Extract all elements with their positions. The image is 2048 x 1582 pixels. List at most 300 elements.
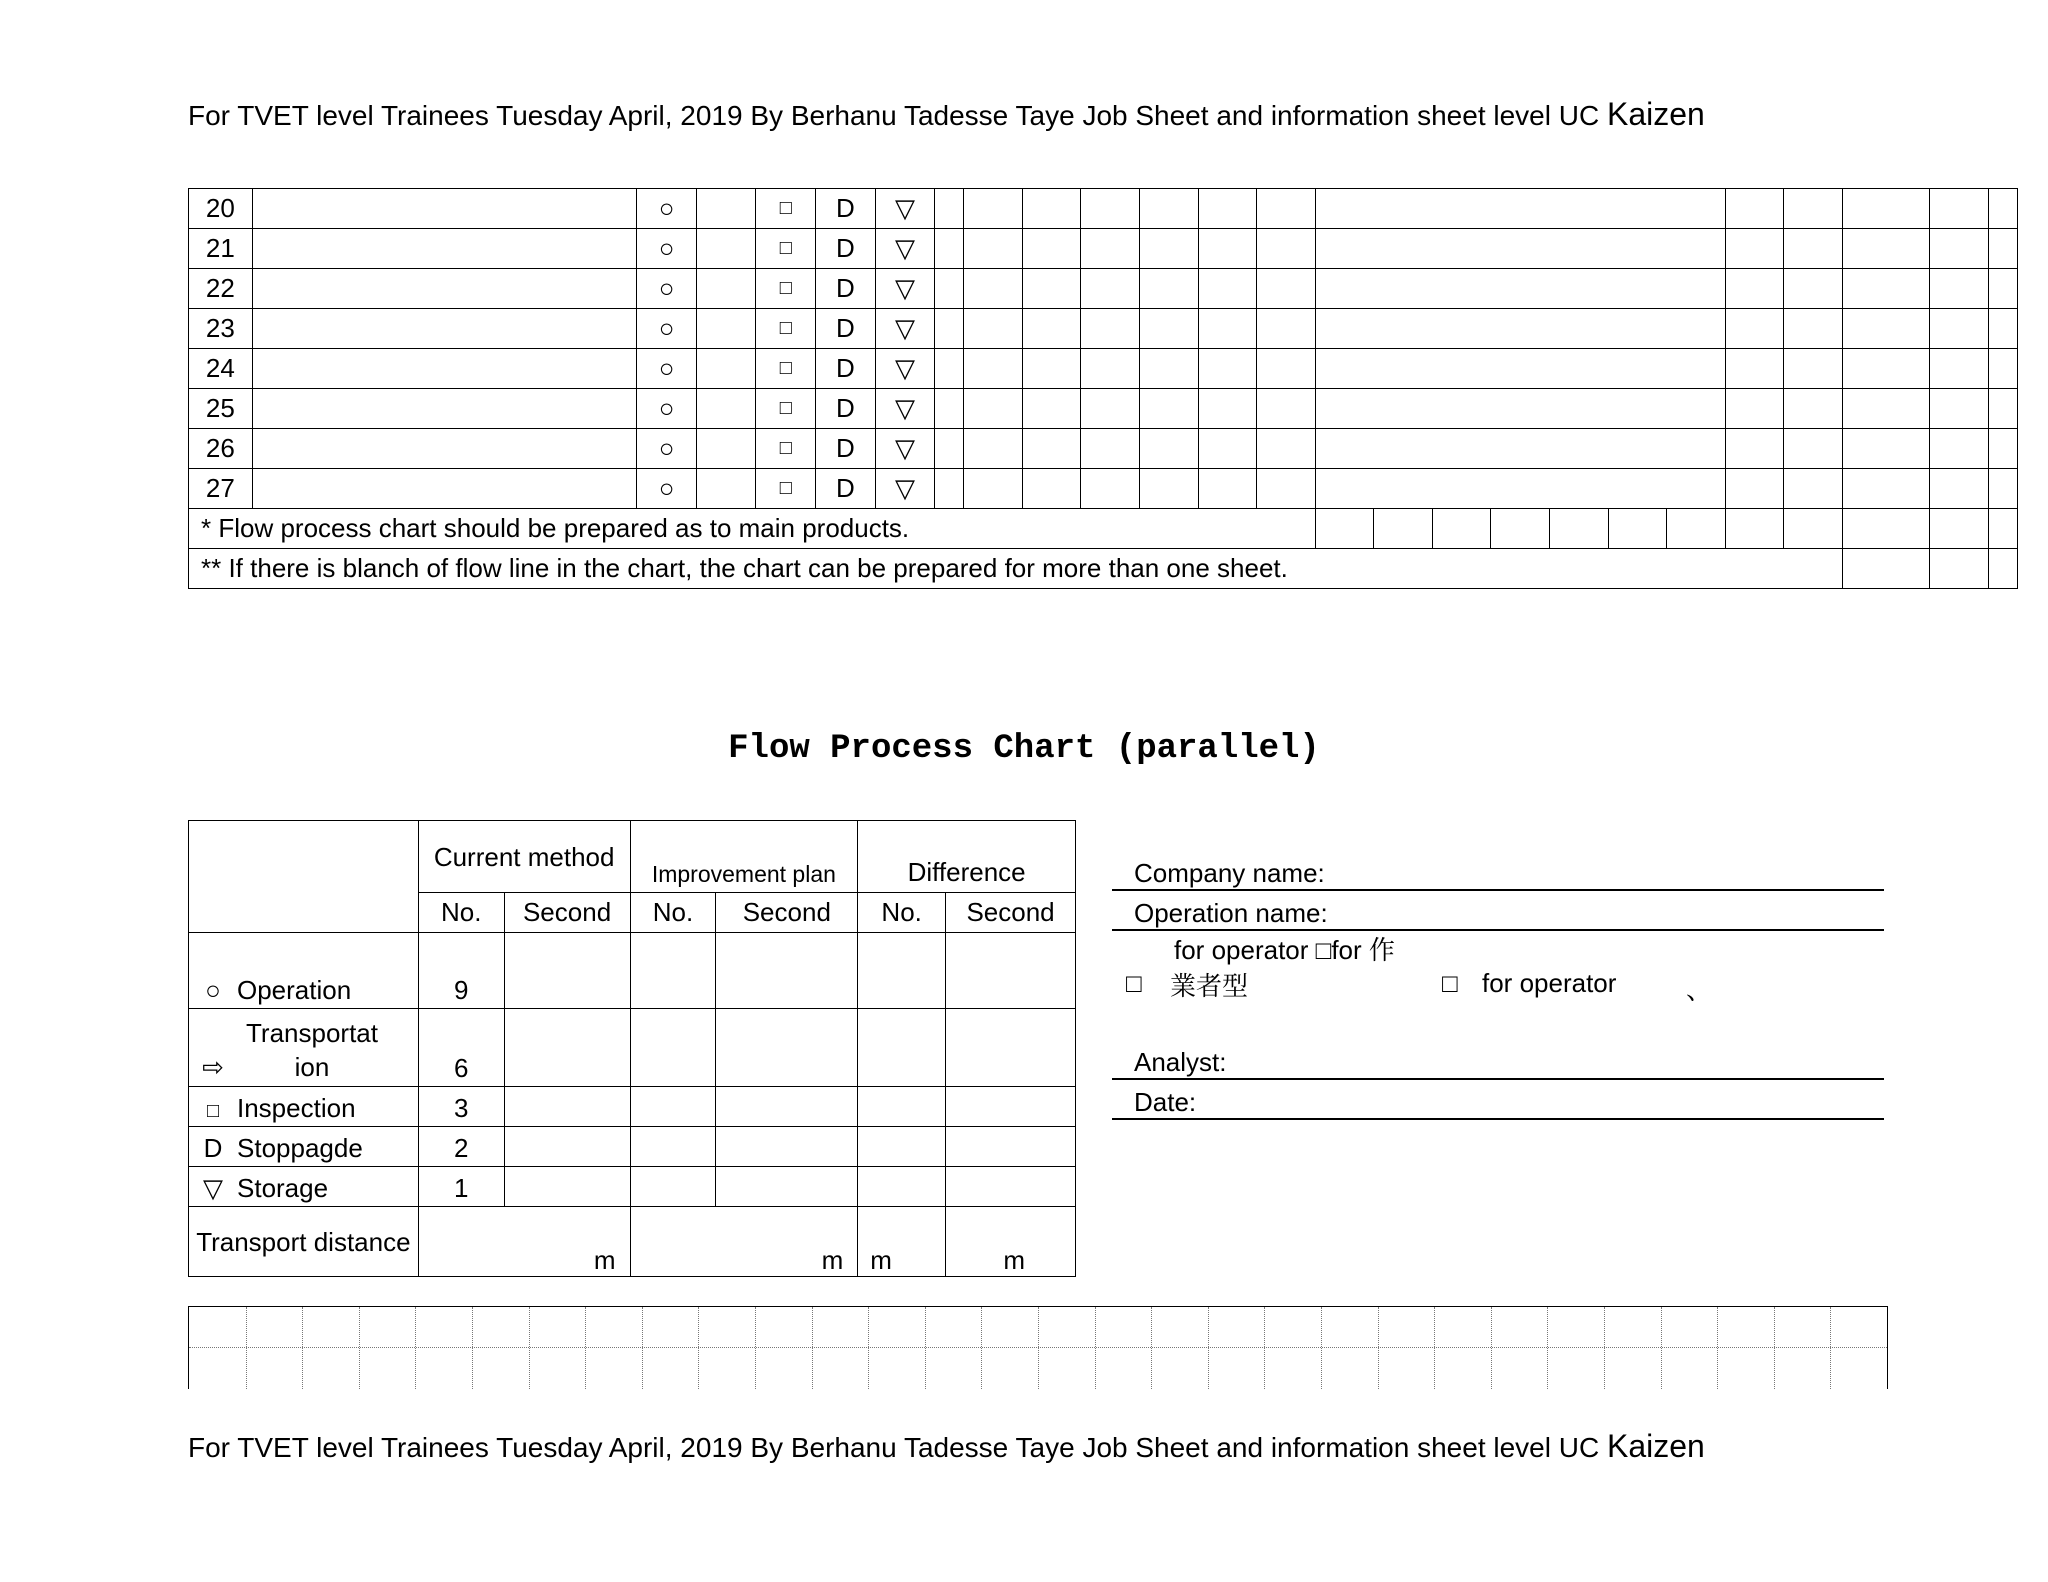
current-no: 6 xyxy=(418,1009,504,1087)
grid-line xyxy=(529,1307,530,1389)
grid-line xyxy=(1774,1307,1775,1389)
note1-cell xyxy=(1315,509,1374,549)
process-cell xyxy=(1989,469,2018,509)
delay-symbol: D xyxy=(816,309,876,349)
type-option-2: for operator xyxy=(1482,968,1617,998)
grid-line xyxy=(1095,1307,1096,1389)
company-name-label: Company name: xyxy=(1134,858,1325,888)
process-cell xyxy=(1725,429,1784,469)
grid-line xyxy=(302,1307,303,1389)
sub-second: Second xyxy=(946,893,1076,933)
analyst-field[interactable] xyxy=(1112,1044,1884,1080)
process-cell xyxy=(1843,389,1930,429)
footer-text: For TVET level Trainees Tuesday April, 2019 By Berhanu Tadesse Taye Job Sheet and information sheet level UC xyxy=(188,1432,1600,1463)
process-cell xyxy=(1784,309,1843,349)
type-line-2: 業者型 xyxy=(1170,971,1249,1001)
process-cell xyxy=(1725,269,1784,309)
process-cell xyxy=(935,389,964,429)
step-description xyxy=(252,269,637,309)
grid-line xyxy=(1151,1307,1152,1389)
process-cell xyxy=(1257,429,1316,469)
process-cell xyxy=(1989,389,2018,429)
storage-symbol: ▽ xyxy=(875,229,935,269)
step-description xyxy=(252,349,637,389)
row-number: 22 xyxy=(189,269,253,309)
process-cell xyxy=(1198,189,1257,229)
process-row xyxy=(189,229,2018,269)
tick-mark: 、 xyxy=(1686,975,1713,1005)
transport-symbol xyxy=(696,189,756,229)
page-footer xyxy=(188,1428,1705,1465)
grid-line xyxy=(1547,1307,1548,1389)
process-cell xyxy=(1989,349,2018,389)
analyst-label: Analyst: xyxy=(1134,1047,1227,1077)
summary-cell xyxy=(858,1167,946,1207)
operation-name-field[interactable] xyxy=(1112,895,1884,931)
summary-cell xyxy=(946,1087,1076,1127)
process-cell xyxy=(935,349,964,389)
row-number: 23 xyxy=(189,309,253,349)
process-cell xyxy=(1930,269,1989,309)
process-cell xyxy=(1725,189,1784,229)
process-cell xyxy=(1315,229,1725,269)
timeline-grid xyxy=(188,1306,1888,1389)
header-text: For TVET level Trainees Tuesday April, 2019 By Berhanu Tadesse Taye Job Sheet and information sheet level UC xyxy=(188,100,1600,131)
summary-row xyxy=(189,1087,1076,1127)
step-description xyxy=(252,429,637,469)
grid-line xyxy=(189,1347,1887,1348)
delay-symbol: D xyxy=(816,469,876,509)
grid-line xyxy=(359,1307,360,1389)
process-cell xyxy=(1139,269,1198,309)
operation-symbol: ○ xyxy=(637,269,697,309)
process-cell xyxy=(1022,469,1081,509)
grid-line xyxy=(585,1307,586,1389)
sub-no: No. xyxy=(858,893,946,933)
process-cell xyxy=(1257,229,1316,269)
process-cell xyxy=(1198,429,1257,469)
grid-line xyxy=(1321,1307,1322,1389)
process-cell xyxy=(964,229,1023,269)
process-cell xyxy=(1139,189,1198,229)
note-row-1 xyxy=(189,509,2018,549)
distance-unit: m xyxy=(858,1207,946,1277)
row-number: 21 xyxy=(189,229,253,269)
grid-line xyxy=(1038,1307,1039,1389)
transport-symbol xyxy=(696,469,756,509)
grid-line xyxy=(415,1307,416,1389)
process-cell xyxy=(1784,429,1843,469)
grid-line xyxy=(472,1307,473,1389)
process-cell xyxy=(1930,309,1989,349)
current-no: 1 xyxy=(418,1167,504,1207)
process-cell xyxy=(1989,229,2018,269)
grid-line xyxy=(698,1307,699,1389)
sub-second: Second xyxy=(716,893,858,933)
process-cell xyxy=(1784,469,1843,509)
sub-second: Second xyxy=(504,893,630,933)
process-cell xyxy=(935,309,964,349)
process-cell xyxy=(1989,269,2018,309)
date-label: Date: xyxy=(1134,1087,1197,1117)
inspection-symbol: □ xyxy=(756,469,816,509)
process-cell xyxy=(1081,389,1140,429)
process-cell xyxy=(1843,189,1930,229)
grid-line xyxy=(1491,1307,1492,1389)
summary-cell xyxy=(946,1009,1076,1087)
process-row xyxy=(189,349,2018,389)
process-cell xyxy=(1081,229,1140,269)
note1-cell xyxy=(1930,509,1989,549)
grid-line xyxy=(755,1307,756,1389)
note1-cell xyxy=(1725,509,1784,549)
summary-cell xyxy=(716,1167,858,1207)
process-cell xyxy=(1989,309,2018,349)
process-cell xyxy=(1315,189,1725,229)
process-cell xyxy=(964,269,1023,309)
process-cell xyxy=(1257,389,1316,429)
summary-row xyxy=(189,1009,1076,1087)
transport-symbol xyxy=(696,429,756,469)
step-description xyxy=(252,309,637,349)
delay-symbol: D xyxy=(816,229,876,269)
operation-symbol: ○ xyxy=(637,309,697,349)
summary-row xyxy=(189,1127,1076,1167)
process-cell xyxy=(1784,269,1843,309)
summary-cell xyxy=(504,1127,630,1167)
process-cell xyxy=(1198,469,1257,509)
note1-cell xyxy=(1784,509,1843,549)
note1-cell xyxy=(1989,509,2018,549)
delay-symbol: D xyxy=(816,429,876,469)
storage-symbol: ▽ xyxy=(875,389,935,429)
operation-symbol: ○ xyxy=(637,469,697,509)
distance-row xyxy=(189,1207,1076,1277)
process-cell xyxy=(935,229,964,269)
summary-label: Inspection xyxy=(237,1093,356,1123)
transport-symbol xyxy=(696,309,756,349)
process-table xyxy=(188,188,2018,589)
summary-cell xyxy=(716,1009,858,1087)
summary-cell xyxy=(946,933,1076,1009)
process-cell xyxy=(935,429,964,469)
process-cell xyxy=(964,429,1023,469)
page-header xyxy=(188,96,1705,133)
process-cell xyxy=(1198,309,1257,349)
process-cell xyxy=(1139,469,1198,509)
grid-line xyxy=(1604,1307,1605,1389)
col-difference: Difference xyxy=(858,821,1076,893)
summary-symbol: ○ xyxy=(205,975,221,1005)
process-cell xyxy=(964,469,1023,509)
summary-cell xyxy=(504,1167,630,1207)
summary-row-label xyxy=(189,1087,419,1127)
note-row-2 xyxy=(189,549,2018,589)
summary-cell xyxy=(858,933,946,1009)
process-cell xyxy=(1989,429,2018,469)
note1-cell xyxy=(1667,509,1726,549)
date-field[interactable] xyxy=(1112,1084,1884,1120)
process-cell xyxy=(1257,269,1316,309)
row-number: 27 xyxy=(189,469,253,509)
process-cell xyxy=(935,189,964,229)
grid-line xyxy=(812,1307,813,1389)
summary-symbol: D xyxy=(203,1133,223,1163)
summary-row xyxy=(189,933,1076,1009)
row-number: 25 xyxy=(189,389,253,429)
process-cell xyxy=(1930,469,1989,509)
summary-symbol: ▽ xyxy=(203,1173,223,1203)
process-cell xyxy=(1784,229,1843,269)
inspection-symbol: □ xyxy=(756,309,816,349)
type-checkbox-2[interactable]: □ xyxy=(1442,968,1458,998)
summary-cell xyxy=(630,933,716,1009)
summary-label: Operation xyxy=(237,975,352,1005)
process-cell xyxy=(1725,349,1784,389)
process-cell xyxy=(1257,189,1316,229)
current-no: 3 xyxy=(418,1087,504,1127)
process-cell xyxy=(1930,429,1989,469)
storage-symbol: ▽ xyxy=(875,429,935,469)
summary-label: Storage xyxy=(237,1173,329,1203)
process-cell xyxy=(1930,189,1989,229)
process-cell xyxy=(964,189,1023,229)
process-row xyxy=(189,389,2018,429)
process-cell xyxy=(1843,349,1930,389)
note1-cell xyxy=(1608,509,1667,549)
process-cell xyxy=(935,269,964,309)
note1-cell xyxy=(1550,509,1609,549)
summary-cell xyxy=(858,1009,946,1087)
process-cell xyxy=(1081,189,1140,229)
grid-line xyxy=(925,1307,926,1389)
transport-symbol xyxy=(696,229,756,269)
delay-symbol: D xyxy=(816,389,876,429)
process-cell xyxy=(1257,309,1316,349)
process-cell xyxy=(1725,309,1784,349)
grid-line xyxy=(1264,1307,1265,1389)
summary-cell xyxy=(504,1009,630,1087)
process-cell xyxy=(1022,349,1081,389)
delay-symbol: D xyxy=(816,189,876,229)
grid-line xyxy=(246,1307,247,1389)
grid-line xyxy=(1378,1307,1379,1389)
process-row xyxy=(189,429,2018,469)
storage-symbol: ▽ xyxy=(875,349,935,389)
chart-title: Flow Process Chart (parallel) xyxy=(728,730,1320,768)
process-cell xyxy=(1022,389,1081,429)
row-number: 24 xyxy=(189,349,253,389)
distance-unit: m xyxy=(946,1207,1076,1277)
process-cell xyxy=(1257,469,1316,509)
storage-symbol: ▽ xyxy=(875,469,935,509)
summary-row-label xyxy=(189,1167,419,1207)
summary-cell xyxy=(716,933,858,1009)
transport-symbol xyxy=(696,389,756,429)
col-current: Current method xyxy=(418,821,630,893)
process-cell xyxy=(964,389,1023,429)
operation-symbol: ○ xyxy=(637,389,697,429)
process-cell xyxy=(1139,229,1198,269)
sub-no: No. xyxy=(418,893,504,933)
summary-cell xyxy=(630,1087,716,1127)
step-description xyxy=(252,469,637,509)
process-cell xyxy=(1725,229,1784,269)
process-cell xyxy=(1315,469,1725,509)
note-2: ** If there is blanch of flow line in the chart, the chart can be prepared for more than one sheet. xyxy=(189,549,1843,589)
summary-symbol: ⇨ xyxy=(202,1052,224,1082)
process-cell xyxy=(1022,269,1081,309)
inspection-symbol: □ xyxy=(756,429,816,469)
row-number: 26 xyxy=(189,429,253,469)
grid-line xyxy=(1208,1307,1209,1389)
summary-row-label xyxy=(189,1127,419,1167)
process-row xyxy=(189,189,2018,229)
process-cell xyxy=(1022,229,1081,269)
process-cell xyxy=(935,469,964,509)
process-cell xyxy=(1843,429,1930,469)
process-cell xyxy=(1022,309,1081,349)
grid-line xyxy=(642,1307,643,1389)
note1-cell xyxy=(1843,509,1930,549)
process-cell xyxy=(1930,229,1989,269)
summary-cell xyxy=(946,1127,1076,1167)
process-cell xyxy=(1022,429,1081,469)
process-cell xyxy=(1725,469,1784,509)
current-no: 9 xyxy=(418,933,504,1009)
operation-symbol: ○ xyxy=(637,429,697,469)
delay-symbol: D xyxy=(816,269,876,309)
summary-cell xyxy=(946,1167,1076,1207)
operation-symbol: ○ xyxy=(637,349,697,389)
process-cell xyxy=(1843,309,1930,349)
transport-symbol xyxy=(696,349,756,389)
summary-cell xyxy=(630,1167,716,1207)
inspection-symbol: □ xyxy=(756,349,816,389)
grid-line xyxy=(1661,1307,1662,1389)
process-row xyxy=(189,269,2018,309)
summary-cell xyxy=(716,1087,858,1127)
process-cell xyxy=(1315,429,1725,469)
summary-cell xyxy=(858,1127,946,1167)
step-description xyxy=(252,189,637,229)
grid-line xyxy=(1717,1307,1718,1389)
process-cell xyxy=(1843,469,1930,509)
grid-line xyxy=(1434,1307,1435,1389)
distance-unit: m xyxy=(418,1207,630,1277)
current-no: 2 xyxy=(418,1127,504,1167)
process-cell xyxy=(1198,269,1257,309)
distance-label: Transport distance xyxy=(189,1207,419,1277)
process-cell xyxy=(1989,189,2018,229)
process-cell xyxy=(1843,229,1930,269)
inspection-symbol: □ xyxy=(756,269,816,309)
summary-cell xyxy=(630,1127,716,1167)
process-cell xyxy=(1022,189,1081,229)
summary-cell xyxy=(504,1087,630,1127)
process-cell xyxy=(1843,269,1930,309)
summary-cell xyxy=(504,933,630,1009)
type-line-1: for operator □for 作 xyxy=(1174,935,1395,965)
process-cell xyxy=(1315,269,1725,309)
process-cell xyxy=(1725,389,1784,429)
company-name-field[interactable] xyxy=(1112,855,1884,891)
summary-row-label xyxy=(189,1009,419,1087)
grid-line xyxy=(981,1307,982,1389)
process-cell xyxy=(1784,189,1843,229)
process-cell xyxy=(1198,349,1257,389)
summary-symbol: □ xyxy=(206,1100,220,1122)
process-cell xyxy=(964,309,1023,349)
process-cell xyxy=(1315,349,1725,389)
process-cell xyxy=(1081,309,1140,349)
operation-symbol: ○ xyxy=(637,229,697,269)
grid-line xyxy=(868,1307,869,1389)
process-cell xyxy=(1139,389,1198,429)
summary-cell xyxy=(858,1087,946,1127)
type-checkbox-1[interactable]: □ xyxy=(1126,968,1142,998)
process-cell xyxy=(1081,429,1140,469)
process-cell xyxy=(1198,389,1257,429)
note2-cell xyxy=(1930,549,1989,589)
col-improvement: Improvement plan xyxy=(630,821,858,893)
inspection-symbol: □ xyxy=(756,189,816,229)
summary-cell xyxy=(716,1127,858,1167)
process-cell xyxy=(1930,349,1989,389)
process-cell xyxy=(1315,309,1725,349)
process-cell xyxy=(964,349,1023,389)
process-cell xyxy=(1139,429,1198,469)
inspection-symbol: □ xyxy=(756,229,816,269)
distance-unit: m xyxy=(630,1207,858,1277)
process-cell xyxy=(1930,389,1989,429)
process-cell xyxy=(1081,269,1140,309)
process-row xyxy=(189,469,2018,509)
storage-symbol: ▽ xyxy=(875,189,935,229)
summary-cell xyxy=(630,1009,716,1087)
storage-symbol: ▽ xyxy=(875,309,935,349)
step-description xyxy=(252,229,637,269)
inspection-symbol: □ xyxy=(756,389,816,429)
note-1: * Flow process chart should be prepared as to main products. xyxy=(189,509,1316,549)
summary-table xyxy=(188,820,1076,1277)
process-cell xyxy=(1784,389,1843,429)
operation-name-label: Operation name: xyxy=(1134,898,1328,928)
note2-cell xyxy=(1843,549,1930,589)
row-number: 20 xyxy=(189,189,253,229)
note2-cell xyxy=(1989,549,2018,589)
note1-cell xyxy=(1491,509,1550,549)
note1-cell xyxy=(1432,509,1491,549)
summary-corner xyxy=(189,821,419,933)
operation-symbol: ○ xyxy=(637,189,697,229)
note1-cell xyxy=(1374,509,1433,549)
process-cell xyxy=(1315,389,1725,429)
header-brand: Kaizen xyxy=(1606,96,1705,132)
process-cell xyxy=(1257,349,1316,389)
summary-label: Stoppagde xyxy=(237,1133,363,1163)
delay-symbol: D xyxy=(816,349,876,389)
transport-symbol xyxy=(696,269,756,309)
grid-line xyxy=(1830,1307,1831,1389)
process-cell xyxy=(1784,349,1843,389)
footer-brand: Kaizen xyxy=(1606,1428,1705,1464)
storage-symbol: ▽ xyxy=(875,269,935,309)
process-cell xyxy=(1081,469,1140,509)
summary-row xyxy=(189,1167,1076,1207)
process-cell xyxy=(1198,229,1257,269)
process-cell xyxy=(1139,349,1198,389)
